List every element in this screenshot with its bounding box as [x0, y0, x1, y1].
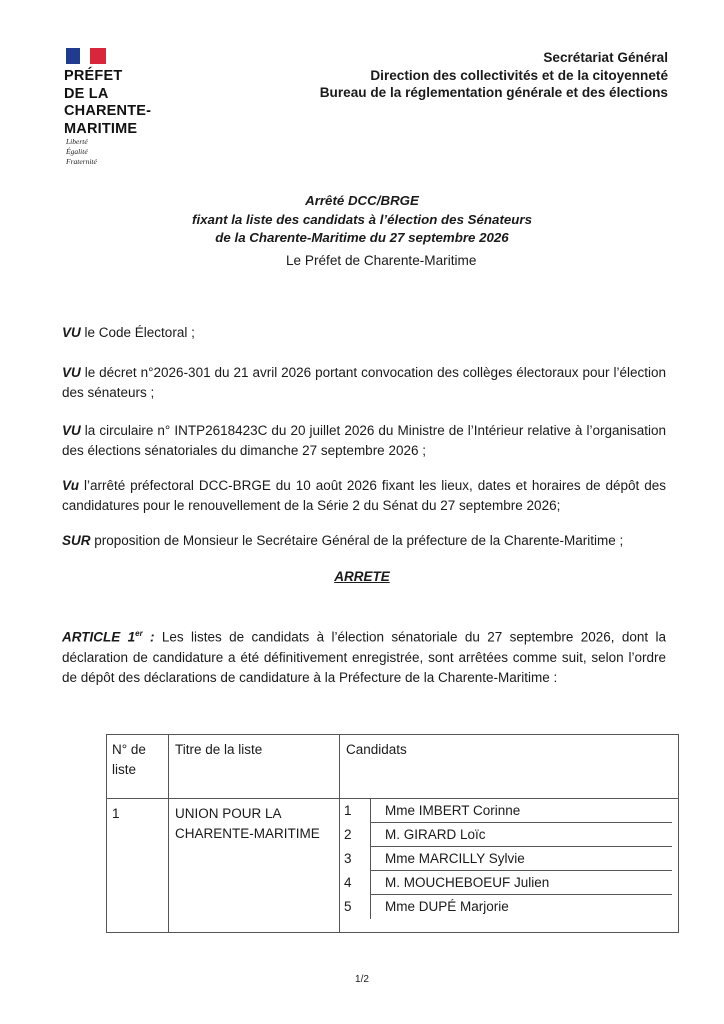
- article-lead: ARTICLE 1: [62, 629, 136, 645]
- logo-line: DE LA: [64, 85, 109, 102]
- visa-paragraph: [62, 476, 666, 516]
- candidate-row: [340, 799, 672, 823]
- title-line: Arrêté DCC/BRGE: [305, 193, 419, 208]
- motto-line: Liberté: [66, 137, 88, 146]
- visa-text: l’arrêté préfectoral DCC-BRGE du 10 août 2026 fixant les lieux, dates et horaires de dépôt des candidatures pour le renouvellement de la Série 2 du Sénat du 27 septembre 2026;: [62, 478, 666, 513]
- candidate-row: [340, 871, 672, 895]
- french-flag-icon: [66, 48, 106, 64]
- candidate-rank: 5: [344, 899, 352, 914]
- header-list-number: N° de liste: [107, 735, 169, 799]
- logo-line: PRÉFET: [64, 68, 123, 84]
- visa-paragraph: [62, 323, 666, 343]
- table-row: [107, 799, 679, 933]
- logo-line: CHARENTE-: [64, 103, 152, 119]
- header-line: Secrétariat Général: [543, 50, 668, 65]
- candidate-name: Mme DUPÉ Marjorie: [385, 899, 509, 914]
- candidate-rank: 1: [344, 803, 352, 818]
- visa-text: la circulaire n° INTP2618423C du 20 juillet 2026 du Ministre de l’Intérieur relative à l’organisation des élections sénatoriales du dimanche 27 septembre 2026 ;: [62, 423, 666, 458]
- visa-lead: SUR: [62, 533, 91, 548]
- candidate-rank: 4: [344, 875, 352, 890]
- visa-paragraph: [62, 421, 666, 461]
- header-line: Direction des collectivités et de la citoyenneté: [370, 67, 668, 83]
- article-text: Les listes de candidats à l’élection sénatoriale du 27 septembre 2026, dont la déclaration de candidature a été définitivement enregistrée, sont arrêtées comme suit, selon l’ordre de dépôt des déclarations de candidature à la Préfecture de la Charente-Maritime :: [62, 629, 666, 685]
- visa-lead: VU: [62, 325, 81, 340]
- table-header-row: [107, 735, 679, 799]
- title-line: de la Charente-Maritime du 27 septembre 2026: [215, 230, 509, 245]
- header-list-title: Titre de la liste: [169, 735, 340, 799]
- article-1: [62, 624, 666, 688]
- motto-line: Fraternité: [66, 157, 97, 166]
- prefet-logo-text: [64, 68, 151, 138]
- candidate-name: M. GIRARD Loïc: [385, 827, 486, 842]
- candidate-lists-table: [106, 734, 679, 933]
- article-colon: :: [142, 629, 155, 645]
- candidate-row: [340, 847, 672, 871]
- issuing-service-header: [320, 49, 668, 102]
- visa-text: proposition de Monsieur le Secrétaire Général de la préfecture de la Charente-Maritime ;: [90, 533, 624, 548]
- header-candidates: Candidats: [340, 735, 679, 799]
- header-line: Bureau de la réglementation générale et des élections: [319, 85, 668, 100]
- page-number: 1/2: [355, 974, 369, 985]
- visa-lead: Vu: [62, 478, 80, 493]
- visa-paragraph: [62, 363, 666, 403]
- candidate-rank: 2: [344, 827, 352, 842]
- visa-lead: VU: [62, 365, 81, 380]
- logo-line: MARITIME: [64, 120, 138, 137]
- list-title: UNION POUR LA CHARENTE-MARITIME: [169, 799, 340, 933]
- prefet-statement: Le Préfet de Charente-Maritime: [286, 253, 477, 268]
- visa-text: le Code Électoral ;: [80, 325, 195, 340]
- candidate-name: Mme IMBERT Corinne: [385, 803, 521, 818]
- article-sup: er: [135, 629, 143, 638]
- candidate-name: M. MOUCHEBOEUF Julien: [385, 875, 550, 890]
- candidates-cell: [340, 799, 679, 933]
- candidate-rank: 3: [344, 851, 352, 866]
- visa-paragraph: [62, 531, 666, 551]
- visa-lead: VU: [62, 423, 81, 438]
- title-line: fixant la liste des candidats à l’élection des Sénateurs: [192, 211, 532, 227]
- republic-motto: [66, 137, 97, 167]
- candidate-row: [340, 823, 672, 847]
- list-number: 1: [107, 799, 169, 933]
- motto-line: Égalité: [66, 147, 88, 156]
- candidate-name: Mme MARCILLY Sylvie: [385, 851, 525, 866]
- visa-text: le décret n°2026-301 du 21 avril 2026 portant convocation des collèges électoraux pour l’élection des sénateurs ;: [62, 365, 666, 400]
- document-title: [0, 192, 724, 248]
- arrete-heading: ARRETE: [334, 569, 390, 584]
- candidate-row: [340, 895, 672, 919]
